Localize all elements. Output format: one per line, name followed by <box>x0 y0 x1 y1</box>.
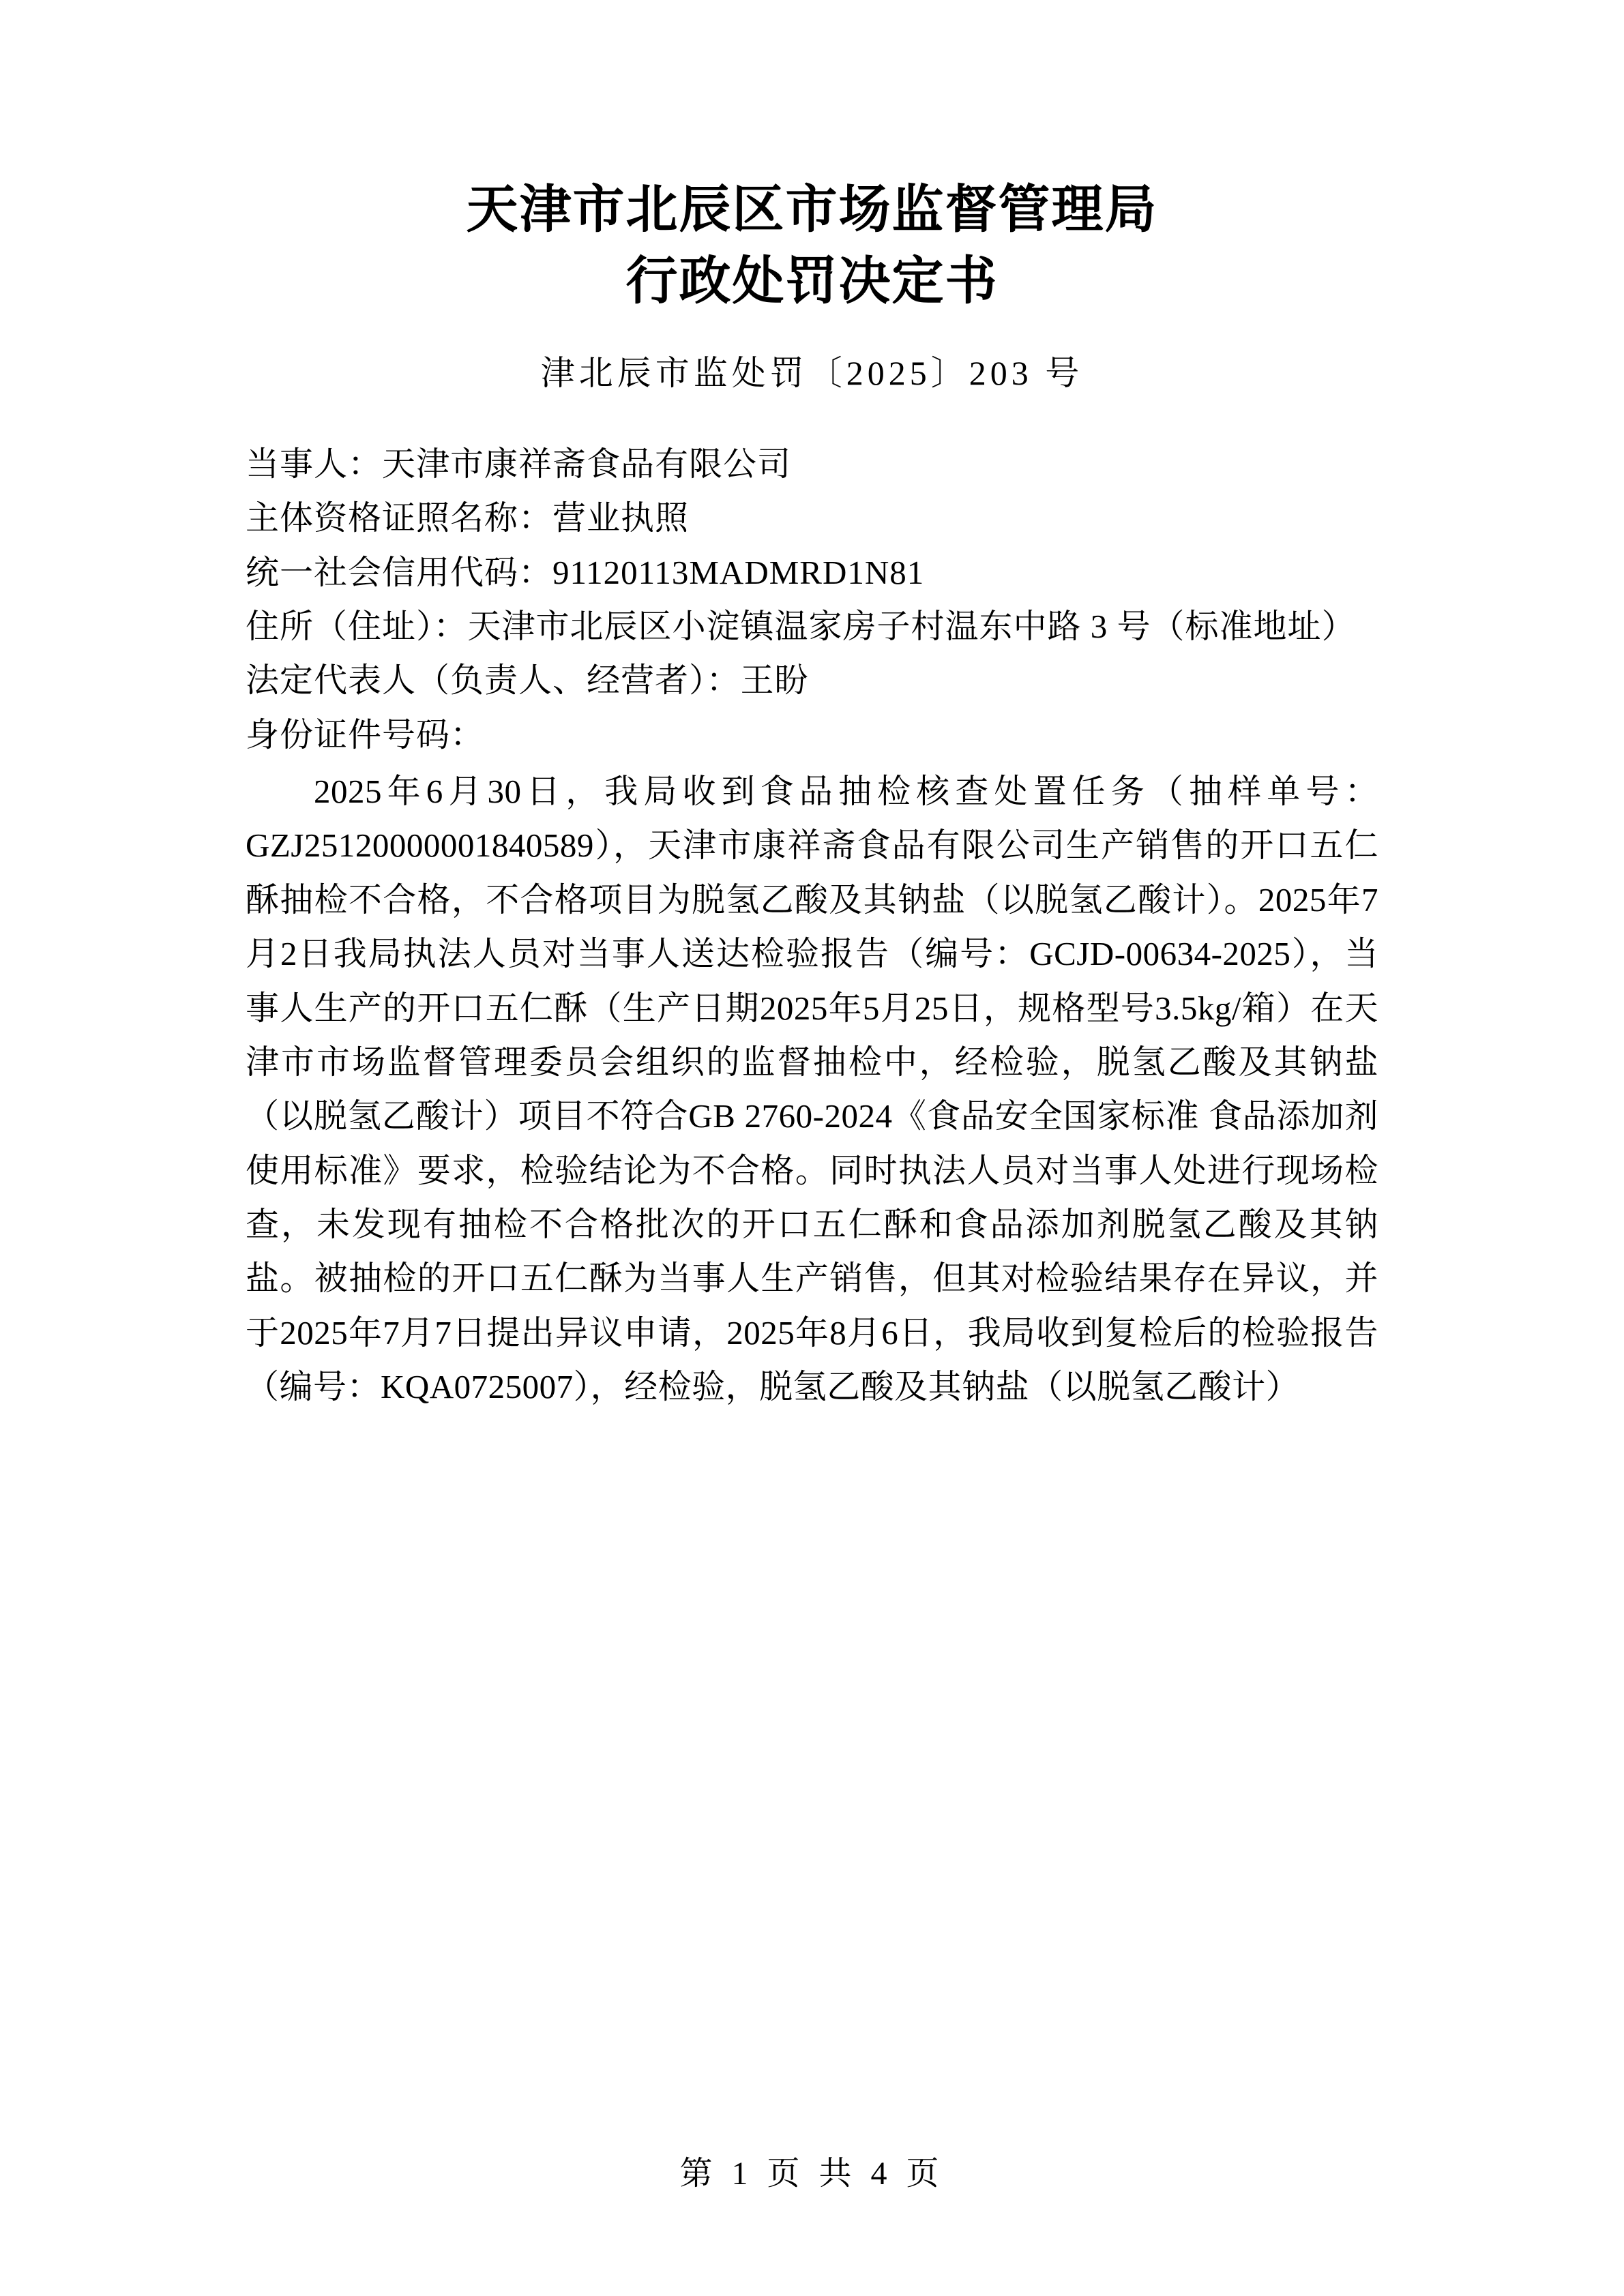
title-line-1: 天津市北辰区市场监督管理局 <box>466 179 1158 239</box>
field-license-type: 主体资格证照名称：营业执照 <box>246 499 690 537</box>
field-id-number: 身份证件号码： <box>246 715 485 754</box>
field-credit-code: 统一社会信用代码：91120113MADMRD1N81 <box>246 553 925 591</box>
body-paragraph-1: 2025年6月30日，我局收到食品抽检核查处置任务（抽样单号：GZJ25120000001840589），天津市康祥斋食品有限公司生产销售的开口五仁酥抽检不合格，不合格项目为脱氢乙酸及其钠盐（以脱氢乙酸计）。2025年7月2日我局执法人员对当事人送达检验报告（编号：GCJD-00634-2025），当事人生产的开口五仁酥（生产日期2025年5月25日，规格型号3.5kg/箱）在天津市市场监督管理委员会组织的监督抽检中，经检验，脱氢乙酸及其钠盐（以脱氢乙酸计）项目不符合GB 2760-2024《食品安全国家标准 食品添加剂使用标准》要求，检验结论为不合格。同时执法人员对当事人处进行现场检查，未发现有抽检不合格批次的开口五仁酥和食品添加剂脱氢乙酸及其钠盐。被抽检的开口五仁酥为当事人生产销售，但其对检验结果存在异议，并于2025年7月7日提出异议申请，2025年8月6日，我局收到复检后的检验报告（编号：KQA0725007），经检验，脱氢乙酸及其钠盐（以脱氢乙酸计） <box>246 773 1378 1406</box>
field-address: 住所（住址）：天津市北辰区小淀镇温家房子村温东中路 3 号（标准地址） <box>246 607 1356 645</box>
field-party-name: 当事人：天津市康祥斋食品有限公司 <box>246 445 792 483</box>
document-title <box>246 174 1378 317</box>
title-line-2: 行政处罚决定书 <box>625 250 999 311</box>
field-legal-representative: 法定代表人（负责人、经营者）：王盼 <box>246 661 809 700</box>
document-number: 津北辰市监处罚〔2025〕203 号 <box>540 353 1084 392</box>
page-footer: 第 1 页 共 4 页 <box>679 2156 945 2192</box>
